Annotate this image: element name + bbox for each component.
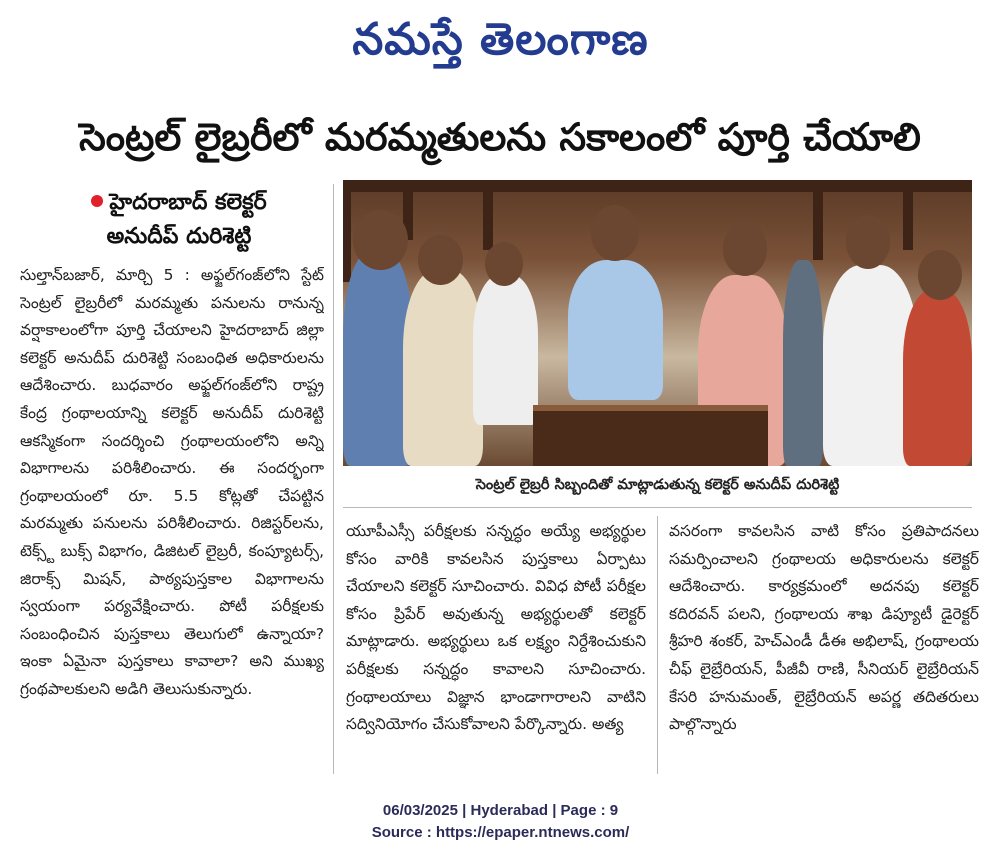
article-headline: సెంట్రల్ లైబ్రరీలో మరమ్మతులను సకాలంలో పూర్తి చేయాలి [79, 115, 921, 159]
column-divider [333, 184, 334, 774]
column-divider [657, 516, 658, 774]
footer-source-line: Source : https://epaper.ntnews.com/ [371, 824, 630, 841]
caption-divider [343, 507, 972, 508]
byline-name: అనుదీప్ దురిశెట్టి [106, 224, 252, 249]
article-photo [343, 180, 972, 466]
article-column-2: యూపీఎస్సీ పరీక్షలకు సన్నద్ధం అయ్యే అభ్యర్థుల కోసం వారికి కావలసిన పుస్తకాలు ఏర్పాటు చేయాలని కలెక్టర్ సూచించారు. వివిధ పోటీ పరీక్షల కోసం ప్రిపేర్ అవుతున్న అభ్యర్థులతో కలెక్టర్ మాట్లాడారు. అభ్యర్థులు ఒక లక్ష్యం నిర్దేశించుకుని పరీక్షలకు సన్నద్ధం కావాలని సూచించారు. గ్రంథాలయాలు విజ్ఞాన భాండాగారాలని వాటిని సద్వినియోగం చేసుకోవాలని పేర్కొన్నారు. అత్య [346, 522, 646, 734]
byline-title: హైదరాబాద్ కలెక్టర్ [109, 190, 267, 215]
footer-date-line: 06/03/2025 | Hyderabad | Page : 9 [382, 802, 619, 819]
masthead-title: నమస్తే తెలంగాణ [352, 14, 649, 65]
article-column-1: సుల్తాన్‌బజార్, మార్చి 5 : అఫ్జల్‌గంజ్‌లోని స్టేట్ సెంట్రల్ లైబ్రరీలో మరమ్మతు పనులను రానున్న వర్షాకాలంలోగా పూర్తి చేయాలని హైదరాబాద్ జిల్లా కలెక్టర్ అనుదీప్ దురిశెట్టి సంబంధిత అధికారులను ఆదేశించారు. బుధవారం అఫ్జల్‌గంజ్‌లోని రాష్ట్ర కేంద్ర గ్రంథాలయాన్ని కలెక్టర్ అనుదీప్ దురిశెట్టి ఆకస్మికంగా సందర్శించి గ్రంథాలయంలోని అన్ని విభాగాలను పరిశీలించారు. ఈ సందర్భంగా గ్రంథాలయంలో రూ. 5.5 కోట్లతో చేపట్టిన మరమ్మతు పనులను పరిశీలించారు. రిజిస్టర్‌లను, టెక్స్ట్ బుక్స్ విభాగం, డిజిటల్ లైబ్రరీ, కంప్యూటర్స్, జిరాక్స్ మిషన్, పాఠ్యపుస్తకాల విభాగాలను స్వయంగా పర్యవేక్షించారు. పోటీ పరీక్షలకు సంబంధించిన పుస్తకాలు తెలుగులో ఉన్నాయా? ఇంకా ఏమైనా పుస్తకాలు కావాలా? అని ముఖ్య గ్రంథపాలకులని అడిగి తెలుసుకున్నారు. [20, 266, 324, 698]
byline-line-1 [20, 186, 338, 220]
article-byline [20, 186, 338, 258]
bullet-icon [91, 195, 103, 207]
photo-caption: సెంట్రల్ లైబ్రరీ సిబ్బందితో మాట్లాడుతున్న కలెక్టర్ అనుదీప్ దురిశెట్టి [475, 477, 840, 493]
article-column-3: వసరంగా కావలసిన వాటి కోసం ప్రతిపాదనలు సమర్పించాలని గ్రంథాలయ అధికారులను కలెక్టర్ ఆదేశించారు. కార్యక్రమంలో అదనపు కలెక్టర్ కదిరవన్ పలని, గ్రంథాలయ శాఖ డిప్యూటీ డైరెక్టర్ శ్రీహరి శంకర్, హెచ్ఎండీ డీఈ అభిలాష్, గ్రంథాలయ చీఫ్ లైబ్రేరియన్, పీజీవీ రాణి, సీనియర్ లైబ్రేరియన్ కేసరి హనుమంత్, లైబ్రేరియన్ అపర్ణ తదితరులు పాల్గొన్నారు [669, 522, 979, 734]
